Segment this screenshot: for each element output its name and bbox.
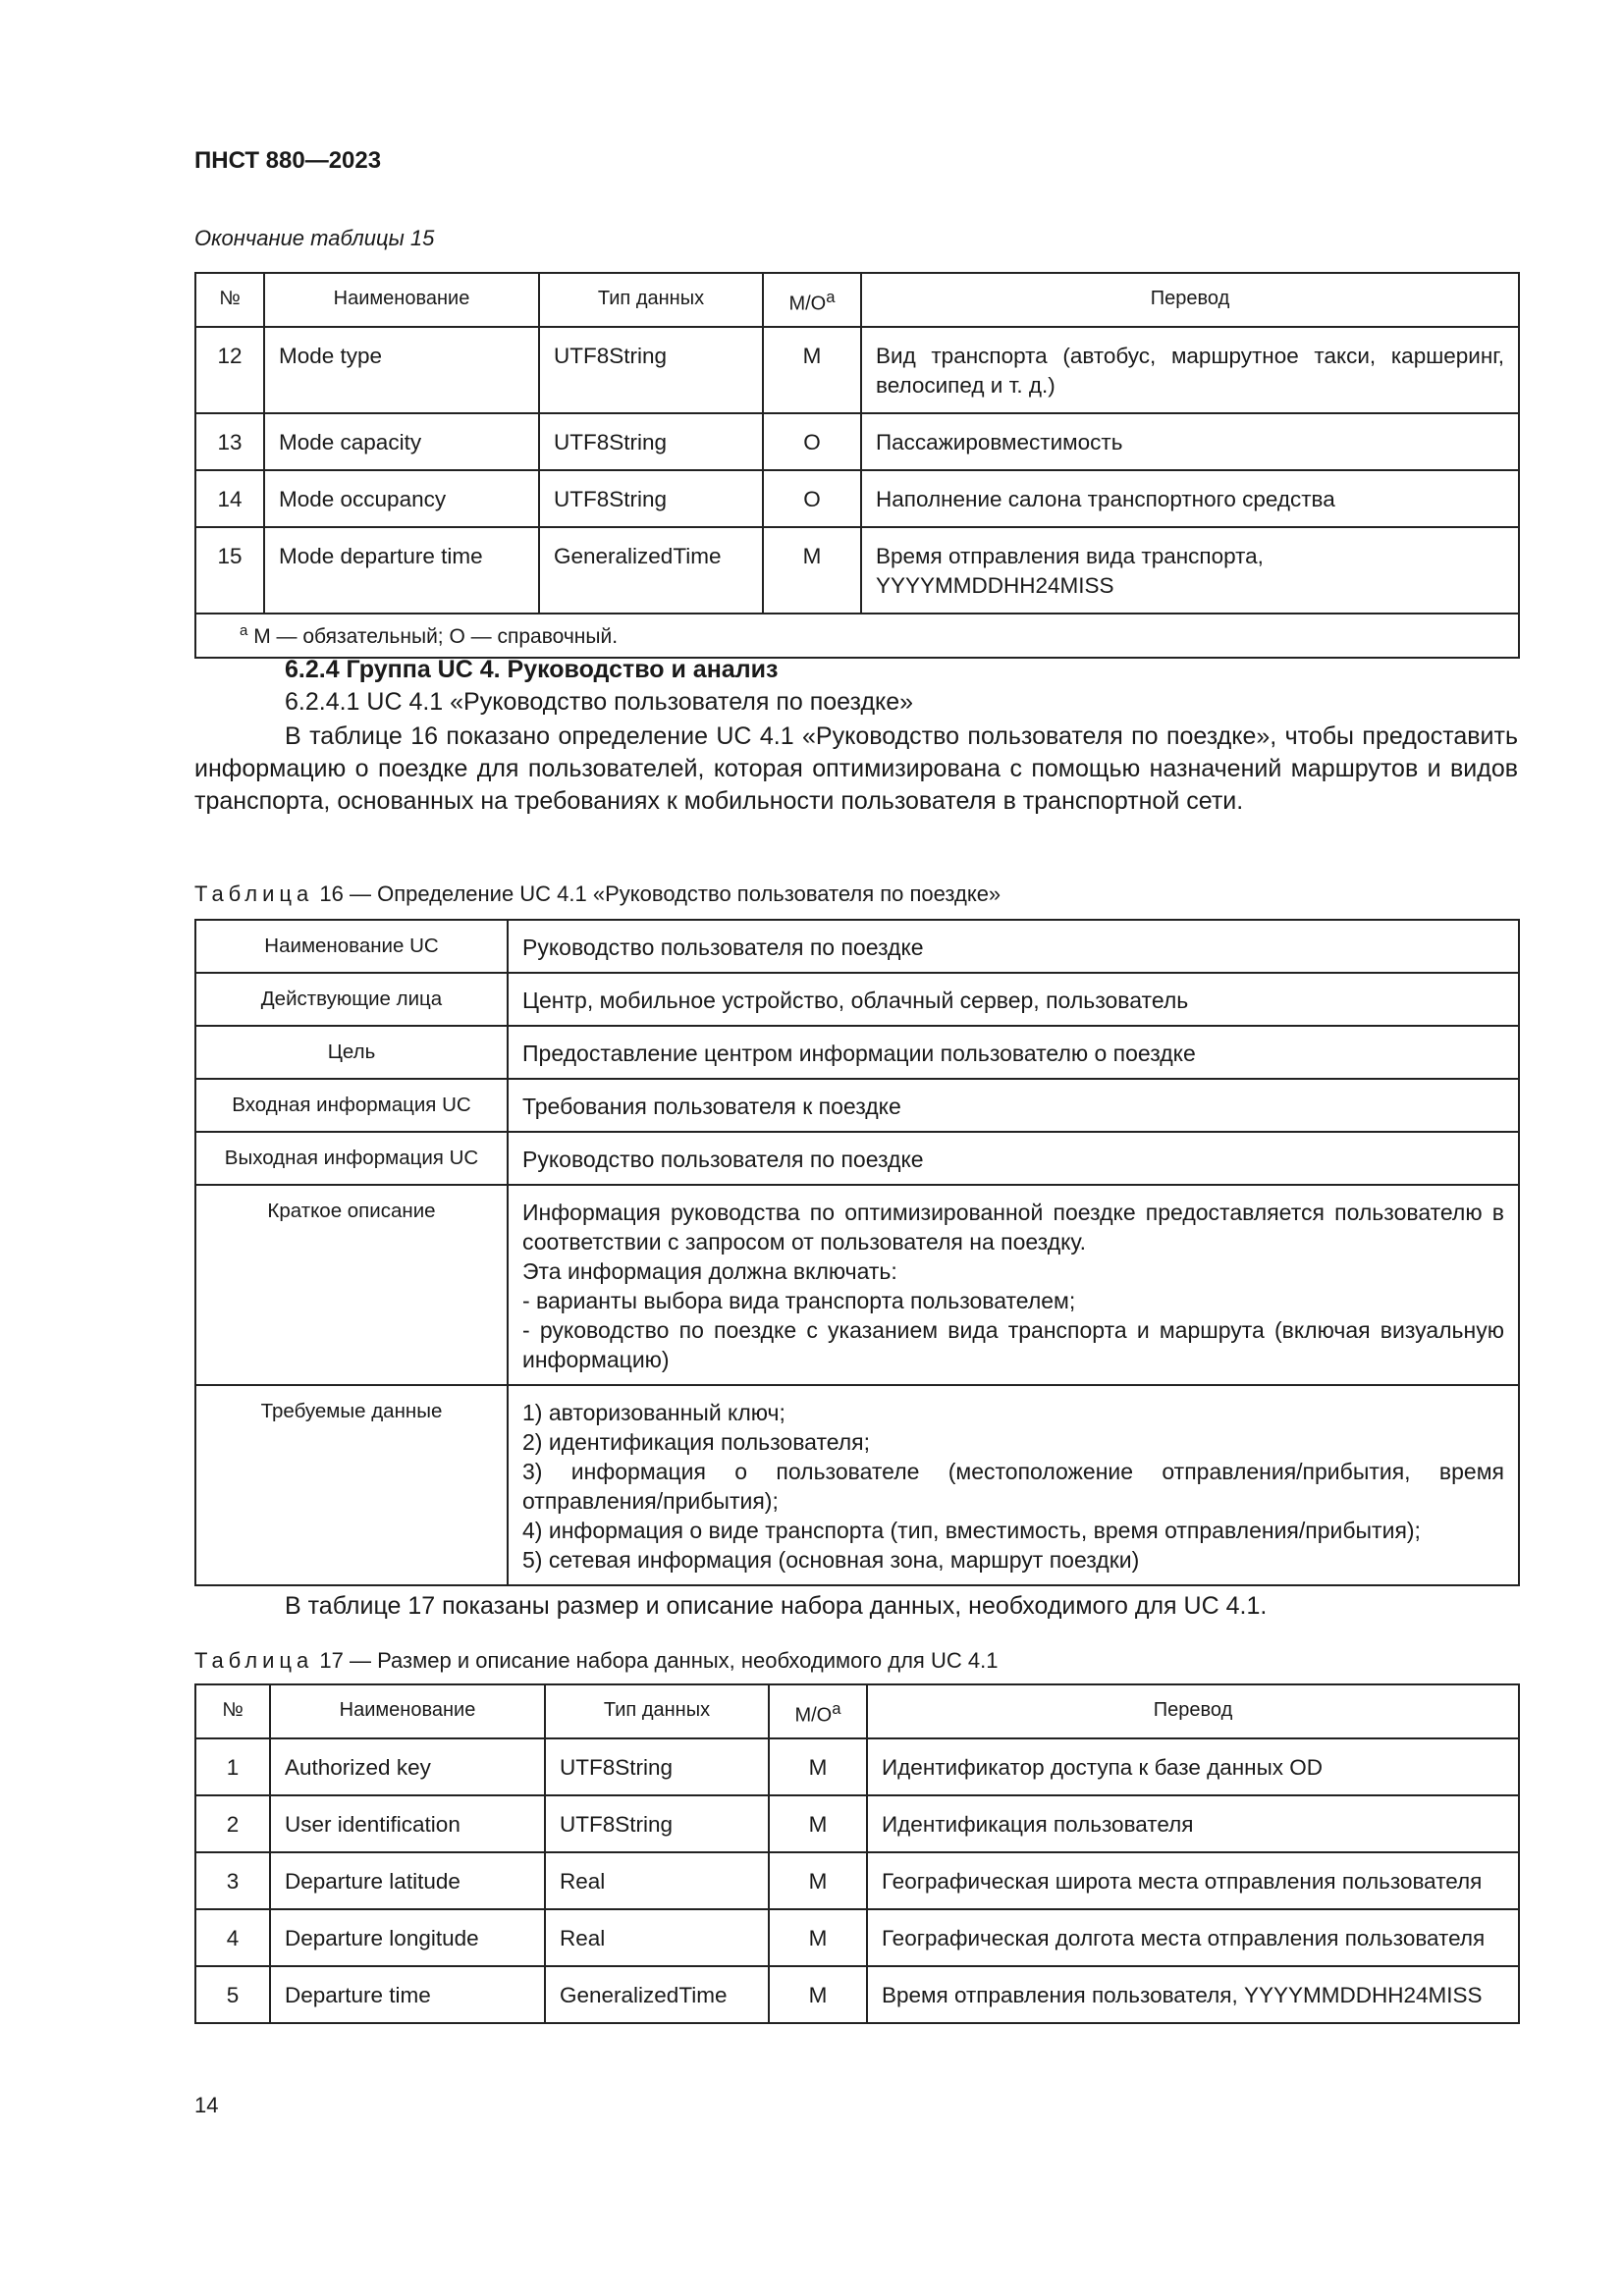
row-num: 1 xyxy=(195,1738,270,1795)
row-type: GeneralizedTime xyxy=(539,527,763,614)
row-translation: Географическая широта места отправления пользователя xyxy=(867,1852,1519,1909)
row-mo: M xyxy=(769,1852,867,1909)
row-name: Departure time xyxy=(270,1966,545,2023)
row-label: Цель xyxy=(195,1026,508,1079)
row-value xyxy=(508,1185,1519,1385)
row-value: Предоставление центром информации пользователю о поездке xyxy=(508,1026,1519,1079)
row-value xyxy=(508,1385,1519,1585)
row-name: Departure latitude xyxy=(270,1852,545,1909)
table-row xyxy=(195,1385,1519,1585)
list-item: 4) информация о виде транспорта (тип, вместимость, время отправления/прибытия); xyxy=(522,1518,1421,1543)
header-type: Тип данных xyxy=(539,273,763,327)
header-num: № xyxy=(195,1684,270,1738)
page-number: 14 xyxy=(194,2093,219,2117)
table-row xyxy=(195,1132,1519,1185)
list-item: 2) идентификация пользователя; xyxy=(522,1429,871,1455)
header-mo: $М/О^a$ xyxy=(769,1684,867,1738)
table-row xyxy=(195,1795,1519,1852)
row-label: Краткое описание xyxy=(195,1185,508,1385)
header-num: № xyxy=(195,273,264,327)
row-name: Authorized key xyxy=(270,1738,545,1795)
row-label: Выходная информация UC xyxy=(195,1132,508,1185)
row-num: 13 xyxy=(195,413,264,470)
row-type: UTF8String xyxy=(539,470,763,527)
row-label: Действующие лица xyxy=(195,973,508,1026)
row-num: 3 xyxy=(195,1852,270,1909)
row-mo: M xyxy=(769,1966,867,2023)
row-type: GeneralizedTime xyxy=(545,1966,769,2023)
row-mo: M xyxy=(769,1795,867,1852)
row-num: 2 xyxy=(195,1795,270,1852)
row-type: UTF8String xyxy=(539,413,763,470)
row-name: Mode type xyxy=(264,327,539,413)
row-translation: Время отправления вида транспорта, YYYYMMDDHH24MISS xyxy=(861,527,1519,614)
description-text: Информация руководства по оптимизированной поездке предоставляется пользователю в соответствии с запросом от пользователя на поездку. xyxy=(522,1200,1504,1255)
table-footnote: $^a$ М — обязательный; О — справочный. xyxy=(195,614,1519,658)
table-row xyxy=(195,1738,1519,1795)
section-paragraph: В таблице 16 показано определение UC 4.1 «Руководство пользователя по поездке», чтобы предоставить информацию о поездке для пользователей, которая оптимизирована с помощью назначений маршрутов и видов транспорта, основанных на требованиях к мобильности пользователя в транспортной сети. xyxy=(194,722,1518,815)
table-row xyxy=(195,470,1519,527)
row-num: 14 xyxy=(195,470,264,527)
document-code: ПНСТ 880—2023 xyxy=(194,147,382,174)
row-num: 12 xyxy=(195,327,264,413)
row-value: Требования пользователя к поездке xyxy=(508,1079,1519,1132)
row-type: Real xyxy=(545,1909,769,1966)
row-mo: O xyxy=(763,470,861,527)
row-value: Руководство пользователя по поездке xyxy=(508,1132,1519,1185)
row-num: 15 xyxy=(195,527,264,614)
header-translation: Перевод xyxy=(867,1684,1519,1738)
row-label: Входная информация UC xyxy=(195,1079,508,1132)
table-row xyxy=(195,1852,1519,1909)
table-16 xyxy=(194,919,1520,1586)
row-mo: O xyxy=(763,413,861,470)
table-header-row xyxy=(195,273,1519,327)
row-label: Наименование UC xyxy=(195,920,508,973)
table-header-row xyxy=(195,1684,1519,1738)
table-row xyxy=(195,1079,1519,1132)
row-mo: M xyxy=(763,327,861,413)
row-translation: Время отправления пользователя, YYYYMMDDHH24MISS xyxy=(867,1966,1519,2023)
table-row xyxy=(195,1909,1519,1966)
row-name: Mode capacity xyxy=(264,413,539,470)
table-row xyxy=(195,1966,1519,2023)
list-item: - руководство по поездке с указанием вида транспорта и маршрута (включая визуальную информацию) xyxy=(522,1317,1504,1372)
list-item: 1) авторизованный ключ; xyxy=(522,1400,785,1425)
row-label: Требуемые данные xyxy=(195,1385,508,1585)
table-row xyxy=(195,973,1519,1026)
row-translation: Вид транспорта (автобус, маршрутное такси, каршеринг, велосипед и т. д.) xyxy=(861,327,1519,413)
row-mo: M xyxy=(769,1909,867,1966)
row-value: Центр, мобильное устройство, облачный сервер, пользователь xyxy=(508,973,1519,1026)
section-subheading: 6.2.4.1 UC 4.1 «Руководство пользователя по поездке» xyxy=(285,688,914,716)
table-17 xyxy=(194,1683,1520,2024)
row-mo: M xyxy=(769,1738,867,1795)
row-name: Mode departure time xyxy=(264,527,539,614)
table-row xyxy=(195,1026,1519,1079)
row-translation: Географическая долгота места отправления пользователя xyxy=(867,1909,1519,1966)
list-item: 5) сетевая информация (основная зона, маршрут поездки) xyxy=(522,1547,1140,1573)
table-row xyxy=(195,920,1519,973)
row-type: UTF8String xyxy=(539,327,763,413)
section-paragraph: В таблице 17 показаны размер и описание набора данных, необходимого для UC 4.1. xyxy=(285,1592,1268,1620)
row-name: User identification xyxy=(270,1795,545,1852)
row-mo: M xyxy=(763,527,861,614)
row-translation: Идентификация пользователя xyxy=(867,1795,1519,1852)
header-translation: Перевод xyxy=(861,273,1519,327)
table-16-caption: Таблица 16 — Определение UC 4.1 «Руководство пользователя по поездке» xyxy=(194,881,1001,906)
table-row xyxy=(195,413,1519,470)
header-name: Наименование xyxy=(264,273,539,327)
row-value: Руководство пользователя по поездке xyxy=(508,920,1519,973)
row-type: Real xyxy=(545,1852,769,1909)
row-translation: Наполнение салона транспортного средства xyxy=(861,470,1519,527)
table-footnote-row xyxy=(195,614,1519,658)
header-type: Тип данных xyxy=(545,1684,769,1738)
row-name: Departure longitude xyxy=(270,1909,545,1966)
table-17-caption: Таблица 17 — Размер и описание набора данных, необходимого для UC 4.1 xyxy=(194,1648,999,1673)
header-mo: $М/О^a$ xyxy=(763,273,861,327)
row-name: Mode occupancy xyxy=(264,470,539,527)
row-translation: Пассажировместимость xyxy=(861,413,1519,470)
list-item: 3) информация о пользователе (местоположение отправления/прибытия, время отправления/прибытия); xyxy=(522,1459,1504,1514)
table-row xyxy=(195,1185,1519,1385)
table-row xyxy=(195,327,1519,413)
list-item: - варианты выбора вида транспорта пользователем; xyxy=(522,1288,1076,1313)
row-num: 5 xyxy=(195,1966,270,2023)
table-15 xyxy=(194,272,1520,659)
header-name: Наименование xyxy=(270,1684,545,1738)
description-text: Эта информация должна включать: xyxy=(522,1258,897,1284)
table-row xyxy=(195,527,1519,614)
section-heading: 6.2.4 Группа UC 4. Руководство и анализ xyxy=(285,656,779,683)
row-type: UTF8String xyxy=(545,1795,769,1852)
row-type: UTF8String xyxy=(545,1738,769,1795)
table-15-continuation-caption: Окончание таблицы 15 xyxy=(194,226,435,250)
row-translation: Идентификатор доступа к базе данных OD xyxy=(867,1738,1519,1795)
row-num: 4 xyxy=(195,1909,270,1966)
